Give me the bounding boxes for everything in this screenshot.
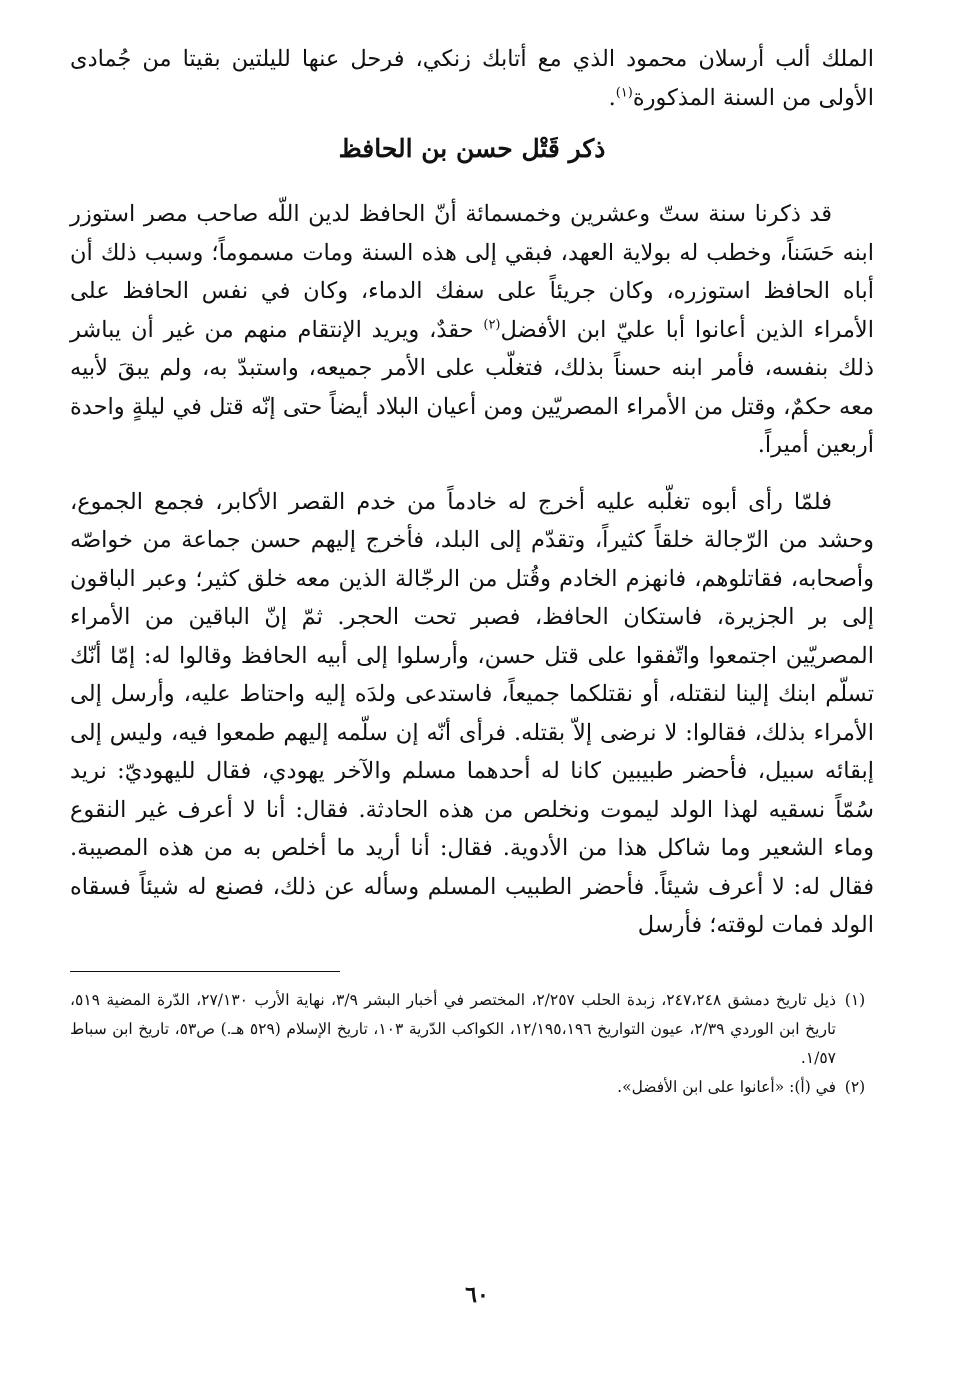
footnote-1-text: ذيل تاريخ دمشق ٢٤٧،٢٤٨، زبدة الحلب ٢/٢٥٧، المختصر في أخبار البشر ٣/٩، نهاية الأرب ٢٧/١٣٠، الدّرة المضية ٥١٩، تاريخ ابن الوردي ٢/٣٩، عيون التواريخ ١٢/١٩٥،١٩٦، الكواكب الدّرية ١٠٣، تاريخ الإسلام (٥٢٩ هـ.) ص٥٣، تاريخ ابن سباط ١/٥٧. bbox=[70, 990, 836, 1067]
paragraph-1-part1: قد ذكرنا سنة ستّ وعشرين وخمسمائة أنّ الحافظ لدين اللّه صاحب مصر استوزر ابنه حَسَناً، وخطب له بولاية العهد، فبقي إلى هذه السنة ومات مسموماً؛ وسبب ذلك أن أباه الحافظ استوزره، وكان جريئاً على سفك الدماء، وكان في نفس الحافظ على الأمراء الذين أعانوا أبا عليّ ابن الأفضل bbox=[70, 201, 874, 343]
paragraph-1-part2: حقدٌ، ويريد الإنتقام منهم من غير أن يباشر ذلك بنفسه، فأمر ابنه حسناً بذلك، فتغلّب على الأمر جميعه، واستبدّ به، ولم يبقَ لأبيه معه حكمٌ، وقتل من الأمراء المصريّين ومن أعيان البلاد أيضاً حتى إنّه قتل في ليلةٍ واحدة أربعين أميراً. bbox=[70, 316, 874, 458]
page-number: ٦٠ bbox=[465, 1282, 489, 1308]
footnote-ref-1: (١) bbox=[615, 85, 633, 100]
footnote-1-number: (١) bbox=[844, 990, 866, 1009]
paragraph-1 bbox=[70, 195, 874, 465]
section-heading: ذكر قَتْل حسن بن الحافظ bbox=[338, 134, 606, 163]
intro-paragraph bbox=[70, 40, 874, 117]
footnote-1 bbox=[70, 986, 874, 1073]
intro-text: الملك ألب أرسلان محمود الذي مع أتابك زنكي، فرحل عنها لليلتين بقيتا من جُمادى الأولى من السنة المذكورة bbox=[70, 46, 874, 111]
footnote-2 bbox=[70, 1073, 874, 1102]
paragraph-2: فلمّا رأى أبوه تغلّبه عليه أخرج له خادماً من خدم القصر الأكابر، فجمع الجموع، وحشد من الرّجالة خلقاً كثيراً، وتقدّم إلى البلد، فأخرج إليهم حسن جماعة من خواصّه وأصحابه، فقاتلوهم، فانهزم الخادم وقُتل من الرجّالة الذين معه خلق كثير؛ وعبر الباقون إلى بر الجزيرة، فاستكان الحافظ، فصبر تحت الحجر. ثمّ إنّ الباقين من الأمراء المصريّين اجتمعوا واتّفقوا على قتل حسن، وأرسلوا إلى أبيه الحافظ وقالوا له: إمّا أنّك تسلّم ابنك إلينا لنقتله، أو نقتلكما جميعاً، فاستدعى ولدَه إليه واحتاط عليه، وأرسل إلى الأمراء بذلك، فقالوا: لا نرضى إلاّ بقتله. فرأى أنّه إن سلّمه إليهم طمعوا فيه، وليس إلى إبقائه سبيل، فأحضر طبيبين كانا له أحدهما مسلم والآخر يهودي، فقال لليهوديّ: نريد سُمّاً نسقيه لهذا الولد ليموت ونخلص من هذه الحادثة. فقال: أنا لا أعرف غير النقوع وماء الشعير وما شاكل هذا من الأدوية. فقال: أنا أريد ما أخلص به من هذه المصيبة. فقال له: لا أعرف شيئاً. فأحضر الطبيب المسلم وسأله عن ذلك، فصنع له شيئاً فسقاه الولد فمات لوقته؛ فأرسل bbox=[70, 488, 874, 938]
footnotes bbox=[70, 986, 874, 1102]
footnote-2-text: في (أ): «أعانوا على ابن الأفضل». bbox=[617, 1077, 836, 1096]
footnote-divider bbox=[70, 971, 340, 972]
intro-end: . bbox=[608, 84, 616, 111]
footnote-2-number: (٢) bbox=[844, 1077, 866, 1096]
footnote-ref-2: (٢) bbox=[483, 317, 501, 332]
